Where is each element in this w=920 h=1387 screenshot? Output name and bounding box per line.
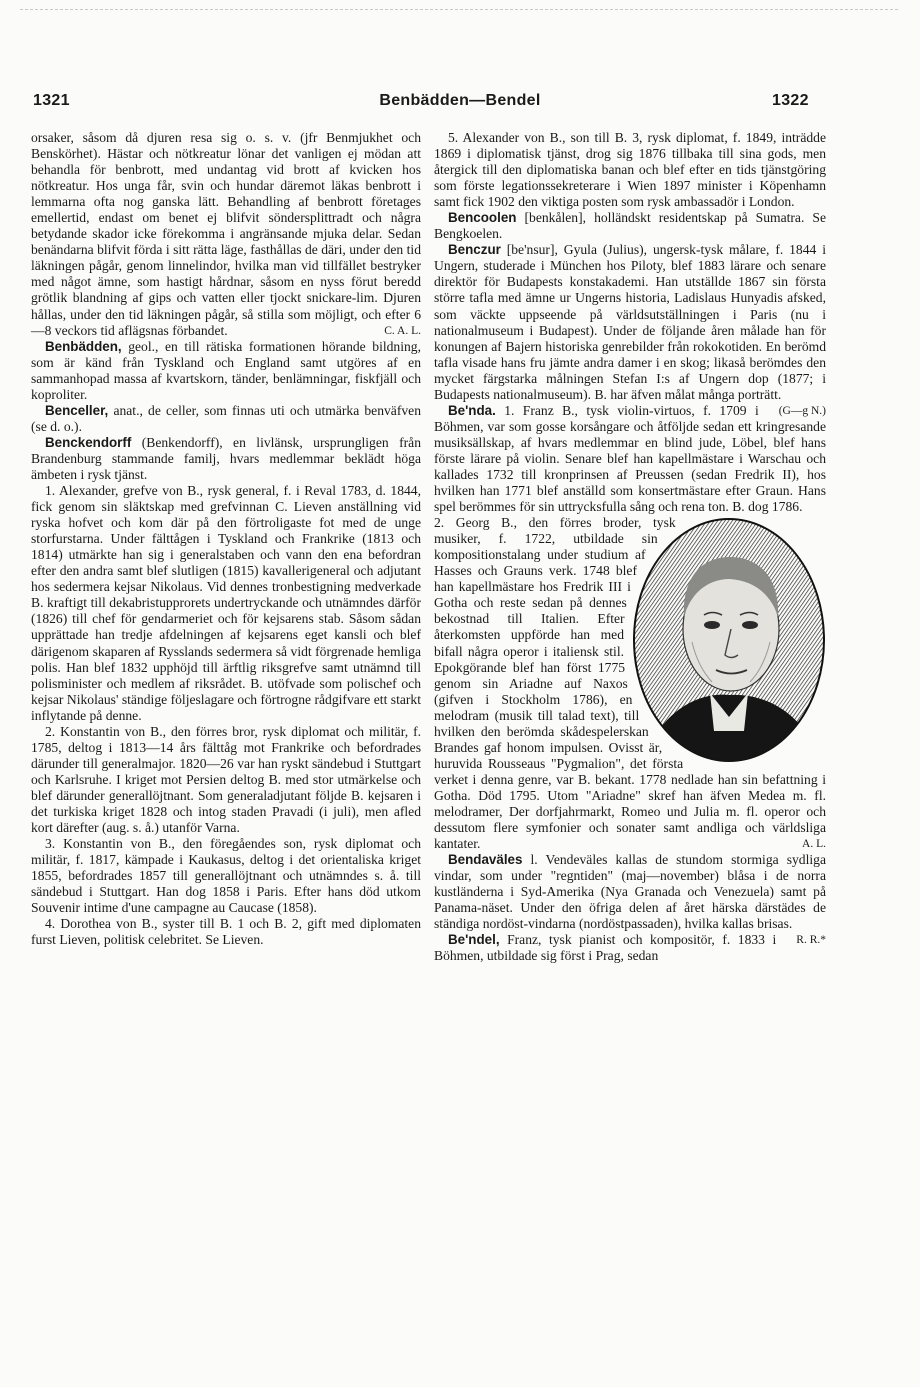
entry-bencoolen: [434, 210, 826, 242]
entry-headword: Bencoolen: [448, 210, 517, 226]
entry-paragraph: [31, 916, 421, 948]
right-column-bottom-entries: [434, 852, 826, 964]
entry-benda: [434, 403, 826, 515]
entry-text: 1. Alexander, grefve von B., rysk general, f. i Reval 1783, d. 1844, fick genom sin släktskap med grefvinnan C. Lieven anställning vid ryska hofvet och kom där på den förtroligaste fot med de unge storfurstarna. Under fälttågen i Tyskland och Frankrike (1813 och 1814) utmärkte han sig i generalstaben och vann den ena befordran efter den andra samt blef slutligen (1815) kavallerigeneral och adjutant hos sedermera kejsar Nikolaus. Vid dennes tronbestigning medverkade B. kraftigt till dekabristupprorets undertryckande och utnämndes därför (1826) till chef för gendarmeriet och för kejsarens stab. Såsom sådan upprättade han tredje afdelningen af kejsarens eget kansli och blef därigenom skaparen af Rysslands sedermera så vidt förgrenade hemliga polis. Han blef 1832 upphöjd till ärftlig riksgrefve samt utnämnd till polisminister och medlem af riksrådet. B. utöfvade som polischef och kejsar Nikolaus' ständige följeslagare och förtrogne rådgifvare ett starkt inflytande på denne.: [31, 483, 421, 723]
entry-paragraph: [31, 724, 421, 836]
entry-text: 3. Konstantin von B., den föregåendes son, rysk diplomat och militär, f. 1817, kämpade i Kaukasus, deltog i det orientaliska kriget 1855, befordrades 1857 till generallöjtnant och utnämndes s. å. till sändebud i Stuttgart. Han dog 1858 i Paris. Efter hans död utkom Souvenir intime d'une campagne au Caucase (1858).: [31, 836, 421, 916]
entry-paragraph: [31, 130, 421, 339]
entry-paragraph: [31, 836, 421, 916]
entry-text: anat., de celler, som finnas uti och utmärka benväfven (se d. o.).: [31, 402, 421, 434]
entry-text: 4. Dorothea von B., syster till B. 1 och B. 2, gift med diplomaten furst Lieven, politisk celebritet. Se Lieven.: [31, 916, 421, 948]
portrait-georg-benda: [632, 517, 826, 763]
entry-text: [be'nsur], Gyula (Julius), ungersk-tysk målare, f. 1844 i Ungern, studerade i München hos Piloty, blef 1883 lärare och senare direktör för Budapests konstakademi. Han utställde 1867 sin första större tafla med ämne ur Ungerns historia, Ladislaus Hunyadis afsked, som väckte uppseende på världsutställningen i Paris (nu i nationalmuseum i Budapest). Under de följande åren målade han för konungen af Bajern historiska genrebilder från rokokotiden. En berömd tafla visade hans fru jämte andra damer i en skog; likaså berömdes den mycket färgstarka målningen Stefan I:s af Ungern dop (1877; i Budapests nationalmuseum). B. har äfven målat många porträtt.: [434, 242, 826, 402]
entry-bendel: [434, 932, 826, 964]
entry-benda-georg-text: 2. Georg B., den förres broder, tysk musiker, f. 1722, utbildade sin kompositionstalang under studium af Hasses och Grauns verk. 1748 blef han kapellmästare hos Fredrik III i Gotha och reste sedan på dennes bekostnad till Italien. Efter återkomsten uppförde han med bifall några operor i italiensk stil. Epokgörande blef han först 1775 genom sin Ariadne auf Naxos (gifven i Stockholm 1786), en melodram (musik till talad text), till hvilken den berömda skådespelerskan Brandes gaf honom impulsen. Ovisst är, huruvida Rousseaus "Pygmalion", det första verket i denna genre, var B. bekant. 1778 nedlade han sin befattning i Gotha. Död 1795. Utom "Ariadne" skref han äfven Medea m. fl. melodramer, Der dorfjahrmarkt, Romeo und Julia m. fl. operor och dessutom flere symfonier och sonater samt andliga och världsliga kantater.: [434, 515, 826, 852]
entry-signature: A. L.: [802, 838, 826, 851]
running-title: Benbädden—Bendel: [379, 92, 541, 109]
entry-text: (Benkendorff), en livlänsk, ursprungligen från Brandenburg stammande familj, hvars medlemmar beklädt höga ämbeten i rysk tjänst.: [31, 434, 421, 482]
entry-headword: Benceller,: [45, 402, 109, 418]
page-number-right: 1322: [772, 92, 809, 109]
right-column-top-entries: [434, 130, 826, 515]
entry-headword: Benbädden,: [45, 338, 122, 354]
entry-headword: Benczur: [448, 242, 501, 258]
page-header: [0, 92, 920, 118]
entry-text: 2. Konstantin von B., den förres bror, rysk diplomat och militär, f. 1785, deltog i 1813—14 års fälttåg mot Frankrike och befordrades därunder till generalmajor. 1820—26 var han ryskt sändebud i Stuttgart och Karlsruhe. I kriget mot Persien deltog B. med stor utmärkelse och blef därunder generallöjtnant. Som generaladjutant följde B. kejsaren i det turkiska kriget 1828 och intog staden Pravadi (i juli), men afled kort därefter (aug. s. å.) utanför Varna.: [31, 723, 421, 836]
entry-text: 5. Alexander von B., son till B. 3, rysk diplomat, f. 1849, inträdde 1869 i diplomatisk tjänst, drog sig 1876 tillbaka till sina gods, men återgick till den diplomatiska banan och blef efter en tids tjänstgöring som förste legationssekreterare i Wien 1897 minister i Köpenhamn samt fick 1902 den viktiga posten som rysk ambassadör i London.: [434, 130, 826, 210]
entry-text: 1. Franz B., tysk violin-virtuos, f. 1709 i Böhmen, var som gosse korsångare och åtföljde sedan ett kringresande musiksällskap, af hvars medlemmar en blind jude, Löbel, blef hans förste lärare på violin. Senare blef han kapellmästare i Warschau och kallades 1732 till kronprinsen af Preussen (sedan Fredrik II), hos hvilken han 1771 blef anställd som konsertmästare efter Graun. Hans spel berömmes för sin uttrycksfulla sång och rena ton. B. dog 1786.: [434, 402, 826, 515]
entry-benceller: [31, 403, 421, 435]
entry-signature: C. A. L.: [384, 324, 421, 337]
entry-text: Franz, tysk pianist och kompositör, f. 1833 i Böhmen, utbildade sig först i Prag, sedan: [434, 932, 777, 964]
entry-text: geol., en till rätiska formationen hörande bildning, som är känd från Tyskland och England samt utgöres af en sammanhopad massa af kvartskorn, tänder, benlämningar, fiskfjäll och koproliter.: [31, 338, 421, 402]
entry-headword: Benckendorff: [45, 434, 132, 450]
right-column: [434, 130, 826, 964]
entry-signature: (G—g N.): [778, 404, 826, 417]
page-number-left: 1321: [33, 92, 70, 109]
top-scan-line: [20, 9, 898, 10]
entry-text: orsaker, såsom då djuren resa sig o. s. v. (jfr Benmjukhet och Benskörhet). Hästar och nötkreatur lönar det vanligen ej mödan att behandla för benbrott, med undantag vid brott af kvicken hos nötkreatur. Hos unga får, svin och hundar däremot läkas benbrott i lemmarna ofta nog ganska lätt. Behandling af benbrott företages emellertid, endast om benet ej blifvit söndersplittradt och några betydande skador icke förekomma i angränsande mjuka delar. Sedan benändarna blifvit förda i sitt rätta läge, fasthållas de däri, under den tid läkningen pågår, genom linnelindor, hvilka man vid tillfället bestryker med något ämne, som hastigt hårdnar, såsom en nyss förut beredd grötlik blandning af gips och vatten eller tjockt snickare-lim. Djuren hållas, under den tid läkningen pågår, så stilla som möjligt, och efter 6—8 veckors tid aflägsnas förbandet.: [31, 130, 421, 338]
entry-text: l. Vendeväles kallas de stundom stormiga sydliga vindar, som under "regntiden" (maj—november) blåsa i de norra kustländerna i Syd-Amerika (Nya Granada och Venezuela) samt på Panama-näset. Under den öfriga delen af året härska därstädes de ständiga nordöst-vindarna (nordöstpassaden), hvilka kallas brisas.: [434, 852, 826, 932]
entry-paragraph: [434, 130, 826, 210]
entry-headword: Be'nda.: [448, 402, 496, 418]
entry-benda-georg: [434, 515, 826, 852]
entry-paragraph: [31, 483, 421, 724]
entry-text: [benkålen], holländskt residentskap på Sumatra. Se Bengkoelen.: [434, 210, 826, 242]
left-column: [31, 130, 421, 948]
entry-headword: Bendaväles: [448, 852, 523, 868]
entry-benckendorff: [31, 435, 421, 483]
entry-benbädden: [31, 339, 421, 403]
entry-headword: Be'ndel,: [448, 932, 500, 948]
entry-signature: R. R.*: [796, 934, 826, 947]
